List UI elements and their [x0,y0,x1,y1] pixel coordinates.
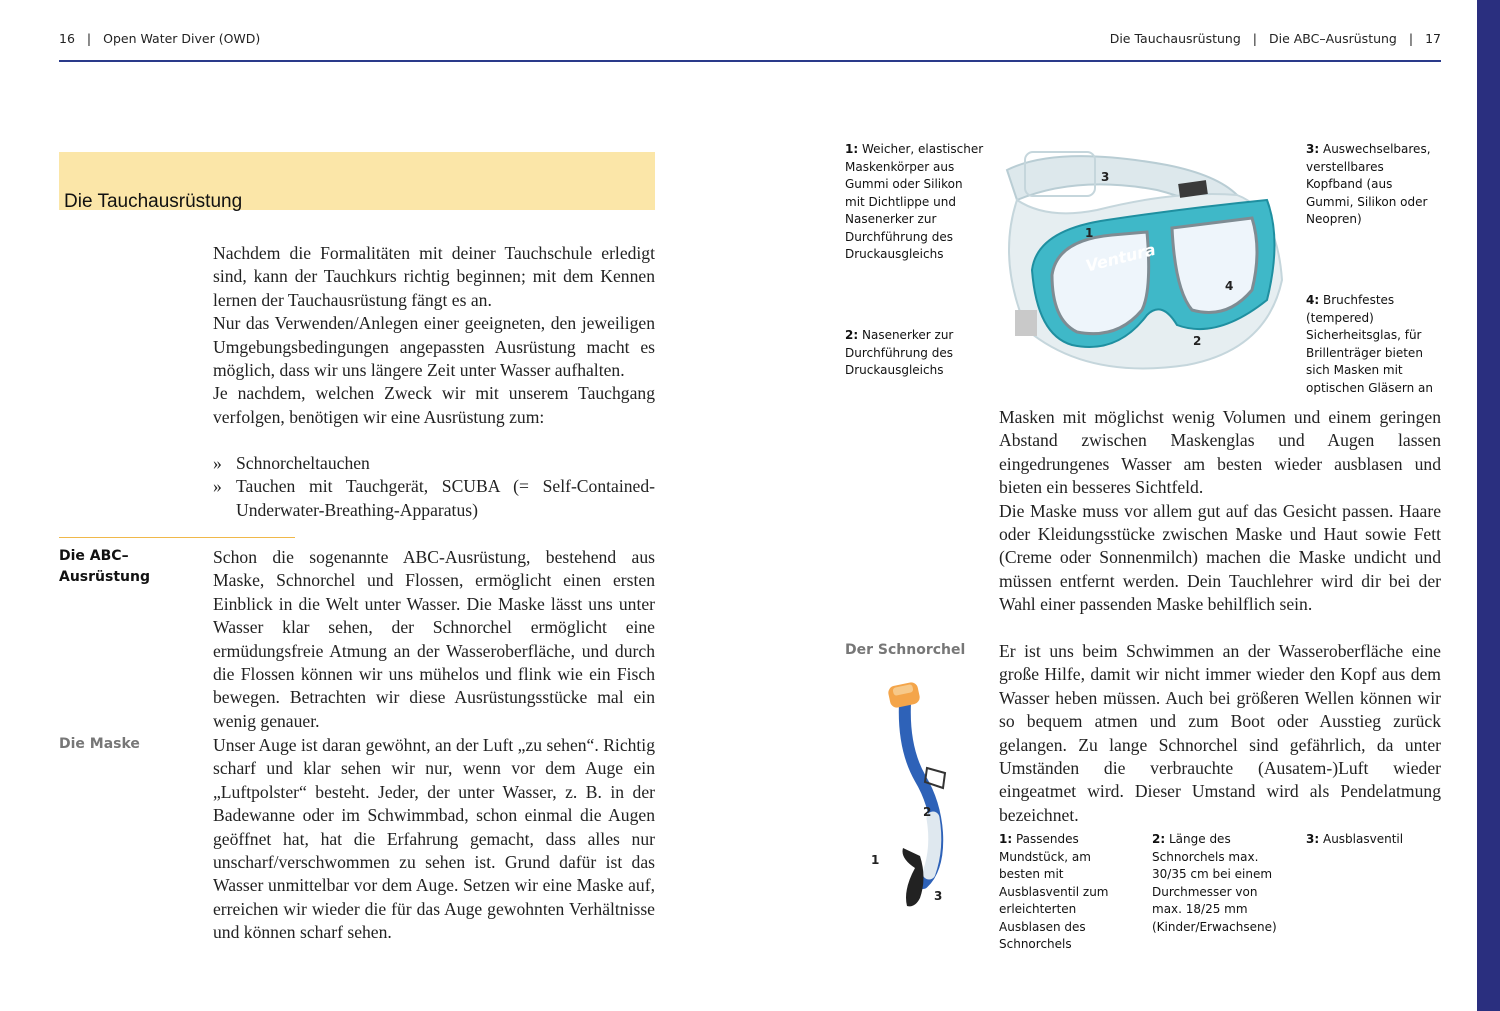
right-edge-color-bar [1477,0,1500,1011]
mask-paragraph: Masken mit möglichst wenig Volumen und einem geringen Abstand zwischen Maskenglas und Augen lassen eingedrungenes Wasser am besten wieder ausblasen und bieten ein besseres Sichtfeld. [999,407,1441,498]
equipment-purpose-list [213,452,655,522]
mask-callout: 1 [1085,226,1094,240]
intro-paragraph: Nur das Verwenden/Anlegen einer geeigneten, den jeweiligen Umgebungsbedingungen angepassten Ausrüstung macht es möglich, dass wir uns längere Zeit unter Wasser aufhalten. [213,313,655,381]
snorkel-illustration [845,678,985,918]
snorkel-text: Er ist uns beim Schwimmen an der Wasseroberfläche eine große Hilfe, damit wir nicht immer wieder den Kopf aus dem Wasser heben müssen. Auch bei größeren Wellen können wir so bequem atmen und zum Boot oder Ausstieg zurück gelangen. Zu lange Schnorchel sind gefährlich, da unter Umständen die verbrauchte (Ausatem-)Luft wieder eingeatmet wird. Dieser Umstand wird als Pendelatmung bezeichnet. [999,641,1441,825]
snorkel-caption-3: 3: Ausblasventil [1306,832,1404,846]
header-rule [59,60,1441,62]
mask-right-lens [1172,218,1257,313]
intro-text [213,242,655,429]
mask-details-text [999,406,1441,617]
intro-paragraph: Je nachdem, welchen Zweck wir mit unserem Tauchgang verfolgen, benötigen wir eine Ausrüstung zum: [213,383,655,427]
left-book-title: Open Water Diver (OWD) [103,31,261,46]
mask-callout: 3 [1101,170,1110,184]
snorkel-callout: 3 [934,889,943,903]
left-page-number: 16 [59,31,75,46]
mask-caption-1: 1: Weicher, elastischer Maskenkörper aus Gummi oder Silikon mit Dichtlippe und Nasenerker zur Durchführung des Druckausgleichs [845,142,984,261]
intro-paragraph: Nachdem die Formalitäten mit deiner Tauchschule erledigt sind, kann der Tauchkurs richtig beginnen; mit dem Kennen lernen der Tauchausrüstung fängt es an. [213,243,655,310]
mask-brand-label: Ventura [1083,239,1158,276]
bullet-marker: » [213,476,222,497]
mask-callout: 4 [1225,279,1234,293]
list-item: » Tauchen mit Tauchgerät, SCUBA (= Self-Contained-Underwater-Breathing-Apparatus) [213,476,655,520]
mask-caption-3: 3: Auswechselbares, verstellbares Kopfband (aus Gummi, Silikon oder Neopren) [1306,142,1431,226]
right-running-header [1110,31,1441,46]
snorkel-mouthpiece [903,848,924,906]
mask-paragraph: Die Maske muss vor allem gut auf das Gesicht passen. Haare oder Kleidungsstücke zwischen Maske und Haut sowie Fett (Creme oder Sonnenmilch) machen die Maske undicht und müssen entfernt werden. Dein Tauchlehrer wird dir bei der Wahl einer passenden Maske behilflich sein. [999,500,1441,615]
mask-callout: 2 [1193,334,1202,348]
mask-text: Unser Auge ist daran gewöhnt, an der Luft „zu sehen“. Richtig scharf und klar sehen wir nur, wenn vor dem Auge ein „Luftpolster“ besteht. Jeder, der unter Wasser, z. B. in der Badewanne oder im Schwimmbad, schon einmal die Augen geöffnet hat, hat die Erfahrung gemacht, dass alles nur unscharf/verschwommen zu sehen ist. Grund dafür ist das Wasser unmittelbar vor dem Auge. Setzen wir eine Maske auf, erreichen wir wieder die für das Auge gewohnten Verhältnisse und können scharf sehen. [213,735,655,943]
snorkel-caption-2: 2: Länge des Schnorchels max. 30/35 cm bei einem Durchmesser von max. 18/25 mm (Kinder/Erwachsene) [1152,832,1277,934]
snorkel-callout: 1 [871,853,880,867]
section-divider [59,537,295,538]
header-separator: | [1408,31,1414,46]
right-subsection-title: Die ABC–Ausrüstung [1268,31,1397,46]
mask-caption-4: 4: Bruchfestes (tempered) Sicherheitsglas, für Brillenträger bieten sich Masken mit optischen Gläsern an [1306,293,1433,395]
section-title: Die Tauchausrüstung [64,191,243,212]
bullet-marker: » [213,453,222,473]
diving-mask-illustration [997,140,1287,380]
header-separator: | [86,31,92,46]
list-item: » Schnorcheltauchen [213,452,655,475]
snorkel-caption-1: 1: Passendes Mundstück, am besten mit Ausblasventil zum erleichterten Ausblasen des Schnorchels [999,832,1109,951]
right-page-number: 17 [1425,31,1441,46]
snorkel-side-label: Der Schnorchel [845,642,966,658]
right-section-title: Die Tauchausrüstung [1109,31,1241,46]
snorkel-callout: 2 [923,805,932,819]
abc-side-label: Die ABC–Ausrüstung [59,548,150,585]
mask-side-label: Die Maske [59,736,140,752]
left-running-header [59,31,260,46]
abc-text: Schon die sogenannte ABC-Ausrüstung, bestehend aus Maske, Schnorchel und Flossen, ermöglicht einen ersten Einblick in die Welt unter Wasser. Die Maske lässt uns unter Wasser klar sehen, der Schnorchel ermöglicht eine ermüdungsfreie Atmung an der Wasseroberfläche, und durch die Flossen können wir uns mühelos und flink wie ein Fisch bewegen. Betrachten wir diese Ausrüstungsstücke mal ein wenig genauer. [213,547,655,731]
header-separator: | [1252,31,1257,46]
mask-caption-2: 2: Nasenerker zur Durchführung des Druckausgleichs [845,328,954,377]
